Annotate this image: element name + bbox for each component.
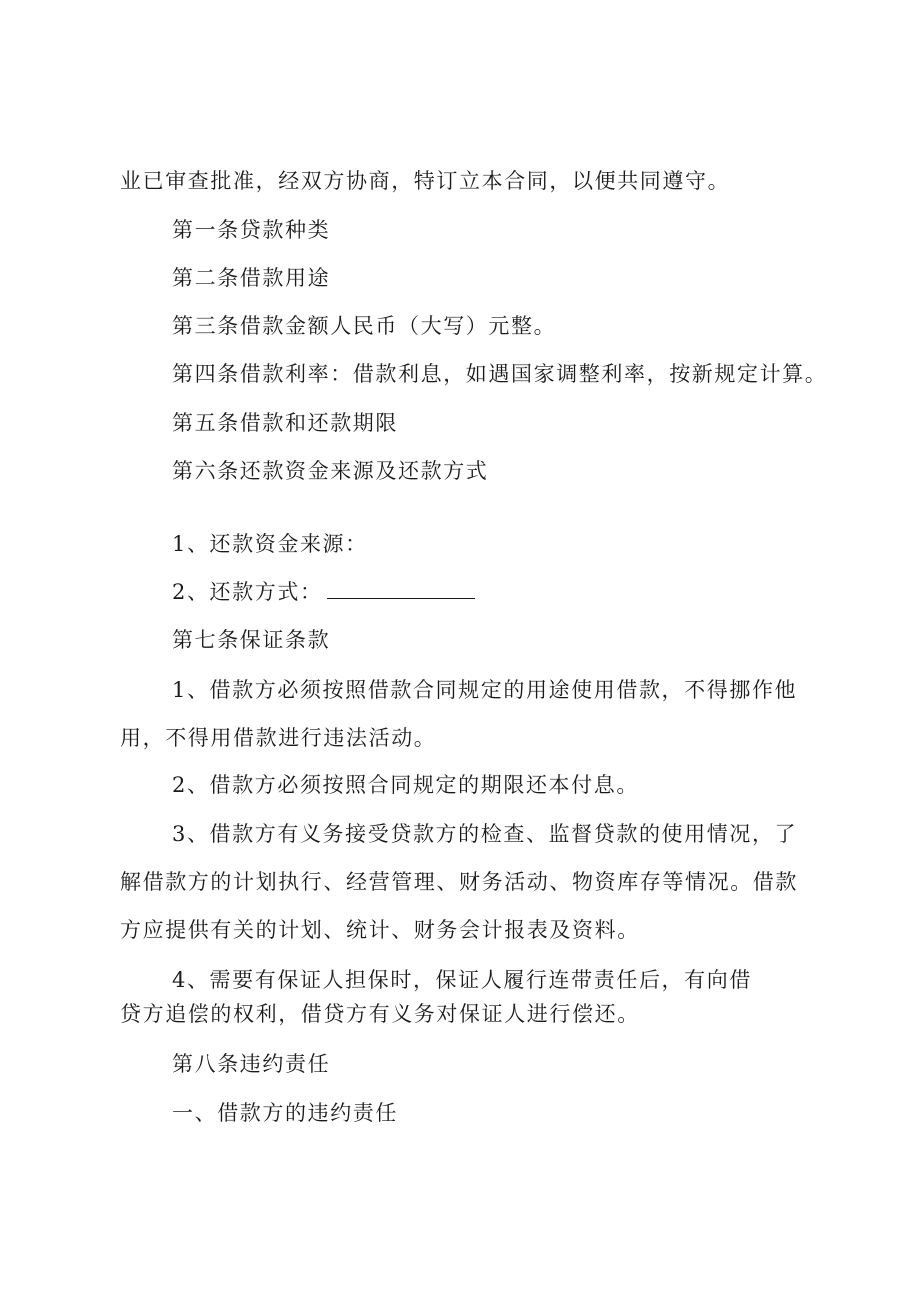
heading-article-6: 第六条还款资金来源及还款方式 bbox=[172, 459, 489, 483]
list-item-repayment-method bbox=[172, 577, 475, 607]
clause-7-1-line-2: 用，不得用借款进行违法活动。 bbox=[120, 726, 437, 750]
section-borrower-liability: 一、借款方的违约责任 bbox=[172, 1101, 398, 1125]
clause-7-4-line-2: 贷方追偿的权利，借贷方有义务对保证人进行偿还。 bbox=[120, 1002, 640, 1026]
clause-7-4-line-1: 4、需要有保证人担保时，保证人履行连带责任后，有向借 bbox=[172, 968, 752, 992]
heading-article-7: 第七条保证条款 bbox=[172, 628, 331, 652]
heading-article-8: 第八条违约责任 bbox=[172, 1052, 331, 1076]
heading-article-5: 第五条借款和还款期限 bbox=[172, 411, 398, 435]
heading-article-4: 第四条借款利率：借款利息，如遇国家调整利率，按新规定计算。 bbox=[172, 362, 828, 386]
text-line-approval: 业已审查批准，经双方协商，特订立本合同，以便共同遵守。 bbox=[120, 169, 731, 193]
list-item-repayment-source: 1、还款资金来源： bbox=[172, 532, 368, 556]
heading-article-3: 第三条借款金额人民币（大写）元整。 bbox=[172, 314, 557, 338]
fill-in-blank bbox=[327, 578, 475, 599]
repayment-method-label: 2、还款方式： bbox=[172, 580, 323, 604]
clause-7-2: 2、借款方必须按照合同规定的期限还本付息。 bbox=[172, 773, 639, 797]
clause-7-3-line-1: 3、借款方有义务接受贷款方的检查、监督贷款的使用情况，了 bbox=[172, 822, 798, 846]
clause-7-1-line-1: 1、借款方必须按照借款合同规定的用途使用借款，不得挪作他 bbox=[172, 678, 798, 702]
clause-7-3-line-3: 方应提供有关的计划、统计、财务会计报表及资料。 bbox=[120, 918, 640, 942]
clause-7-3-line-2: 解借款方的计划执行、经营管理、财务活动、物资库存等情况。借款 bbox=[120, 870, 798, 894]
heading-article-2: 第二条借款用途 bbox=[172, 266, 331, 290]
heading-article-1: 第一条贷款种类 bbox=[172, 218, 331, 242]
